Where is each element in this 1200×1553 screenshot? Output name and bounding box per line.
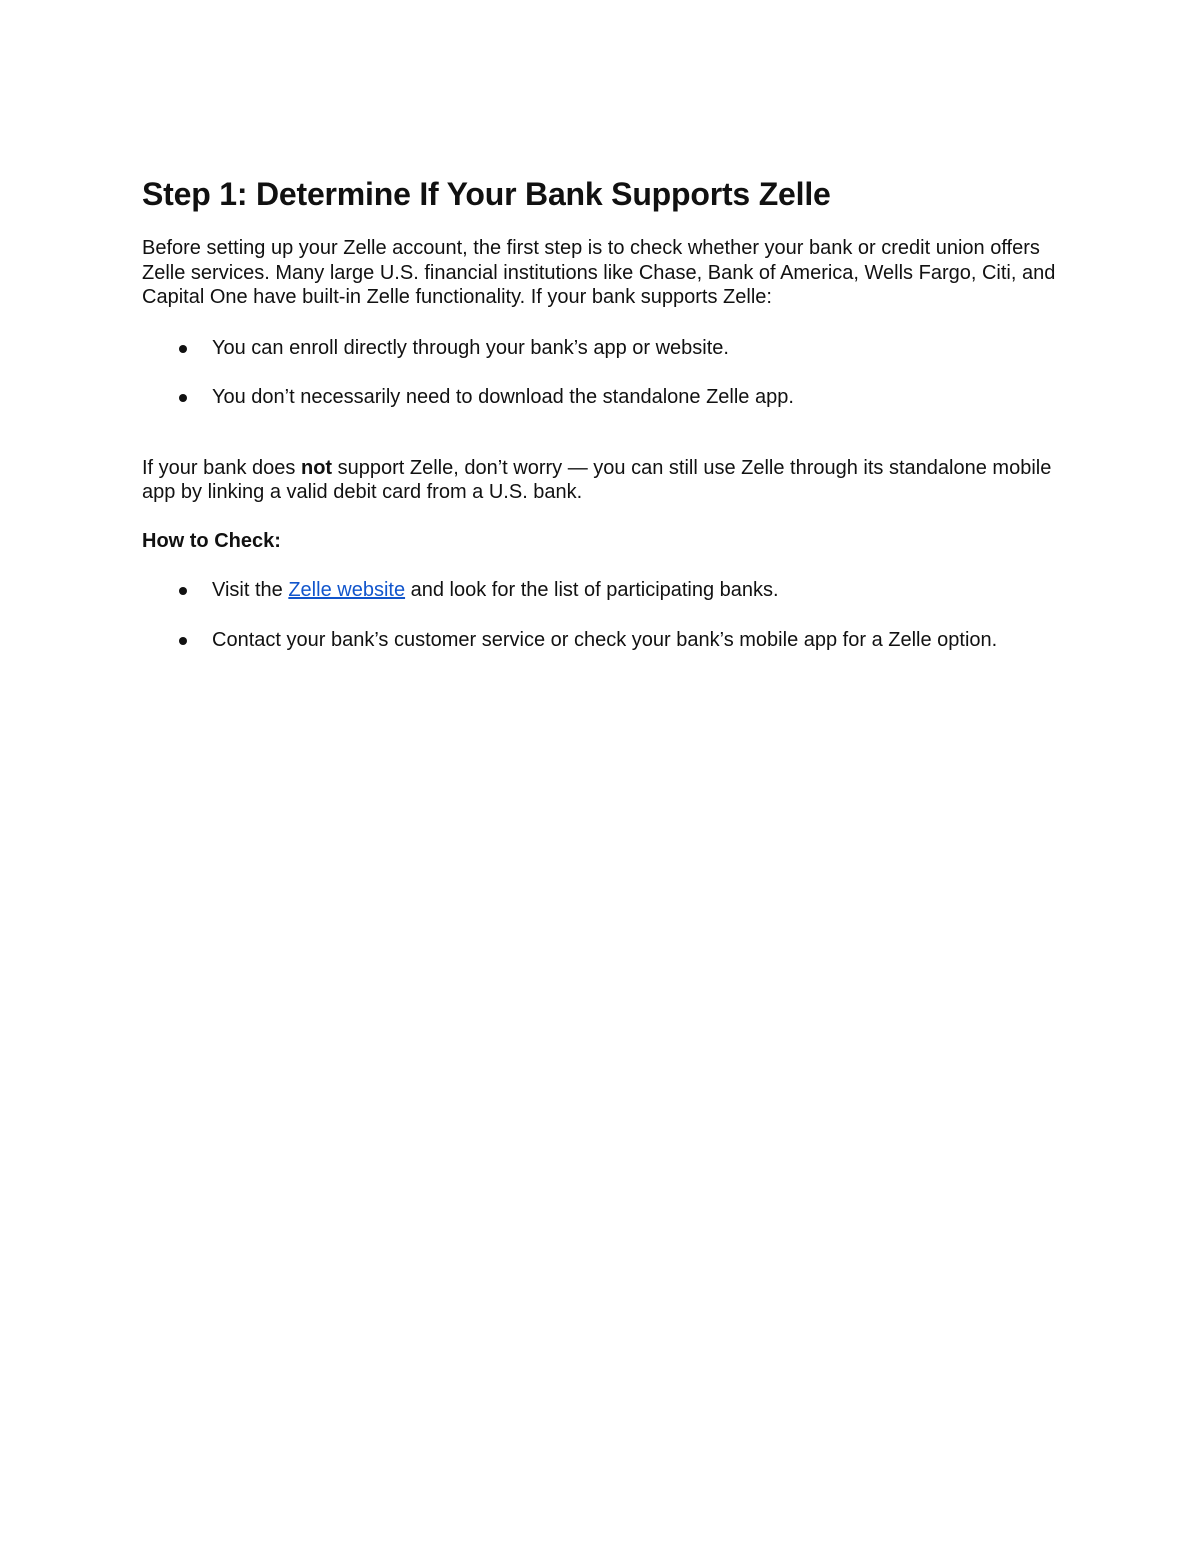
bullet-icon (179, 345, 187, 353)
list-item (142, 578, 1062, 603)
list-item-text: You can enroll directly through your bank’s app or website. (212, 336, 729, 359)
list-item (142, 628, 1062, 653)
check-item-text-before: Visit the (212, 579, 289, 601)
page-title: Step 1: Determine If Your Bank Supports Zelle (142, 176, 831, 212)
intro-paragraph: Before setting up your Zelle account, the first step is to check whether your bank or credit union offers Zelle services. Many large U.S. financial institutions like Chase, Bank of America, Wells Fargo, Citi, and Capital One have built-in Zelle functionality. If your bank supports Zelle: (142, 237, 1056, 308)
how-to-check-heading: How to Check: (142, 529, 281, 552)
unsupported-note-paragraph (142, 456, 1062, 505)
zelle-website-link[interactable]: Zelle website (288, 579, 406, 601)
check-list (142, 578, 1062, 652)
note-text-before: If your bank does (142, 456, 301, 479)
note-text-after: support Zelle, don’t worry — you can still use Zelle through its standalone mobile app by linking a valid debit card from a U.S. bank. (142, 456, 1052, 503)
supports-list (142, 336, 1062, 410)
list-item (142, 336, 1062, 361)
list-item-text: You don’t necessarily need to download the standalone Zelle app. (212, 386, 794, 408)
document-page (142, 174, 1062, 677)
check-item-text-after: and look for the list of participating banks. (405, 579, 779, 601)
list-item (142, 385, 1062, 410)
note-emphasis: not (300, 456, 333, 479)
bullet-icon (179, 587, 187, 595)
bullet-icon (179, 637, 187, 645)
bullet-icon (179, 394, 187, 402)
list-item-text: Contact your bank’s customer service or check your bank’s mobile app for a Zelle option. (212, 628, 998, 651)
